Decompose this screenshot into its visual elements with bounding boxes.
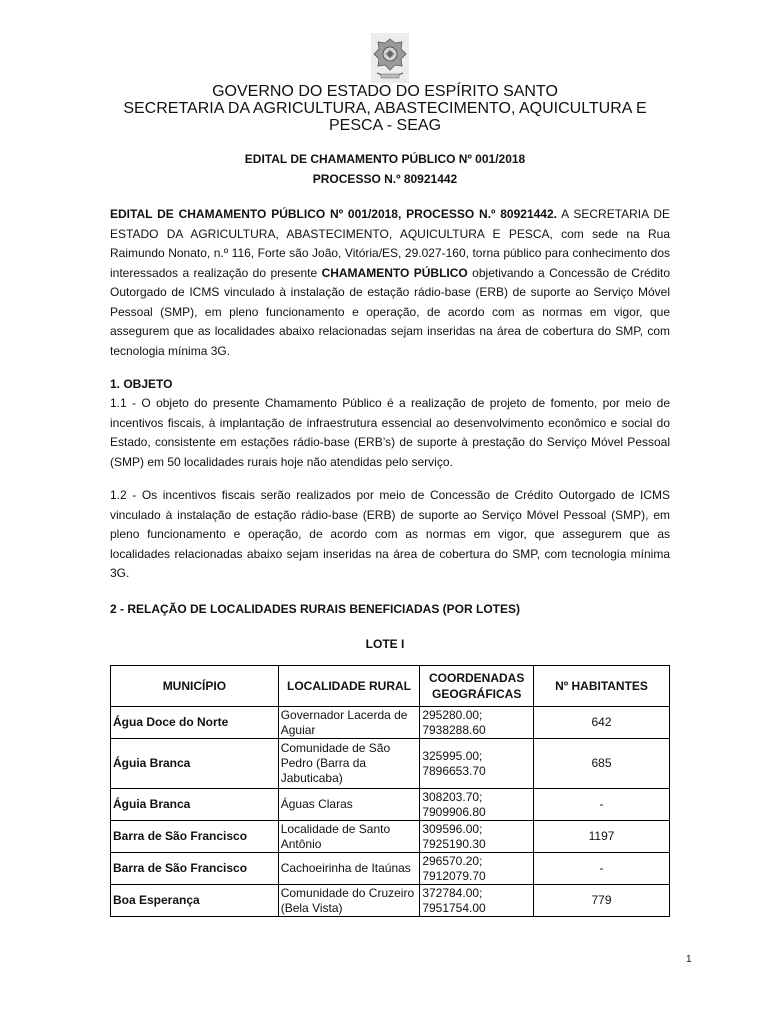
section-2-heading: 2 - RELAÇÃO DE LOCALIDADES RURAIS BENEFICIADAS (POR LOTES)	[110, 602, 521, 616]
coord-north: 7912079.70	[422, 868, 486, 883]
cell-localidade: Águas Claras	[278, 789, 420, 821]
table-row	[111, 853, 670, 885]
cell-habitantes: -	[534, 853, 670, 885]
intro-text-1: A SECRETARIA DE ESTADO DA AGRICULTURA, ABASTECIMENTO, AQUICULTURA E PESCA, com sede na Rua Raimundo Nonato, n.º 116, Forte são João, Vitória/ES, 29.027-160, torna público para conhecimento dos interessados a realização do presente	[110, 207, 670, 280]
coord-east: 308203.70;	[422, 789, 483, 804]
government-line-3: PESCA - SEAG	[328, 117, 442, 134]
table-row	[111, 885, 670, 917]
coord-east: 372784.00;	[422, 885, 483, 900]
cell-municipio: Águia Branca	[111, 739, 279, 789]
cell-habitantes: -	[534, 789, 670, 821]
cell-localidade: Governador Lacerda de Aguiar	[278, 707, 420, 739]
lote-heading: LOTE I	[365, 637, 405, 651]
table-row	[111, 821, 670, 853]
coord-east: 309596.00;	[422, 821, 483, 836]
cell-coordenadas	[420, 885, 534, 917]
section-1-heading: 1. OBJETO	[110, 377, 173, 391]
cell-coordenadas	[420, 821, 534, 853]
intro-bold-lead: EDITAL DE CHAMAMENTO PÚBLICO Nº 001/2018, PROCESSO N.º 80921442.	[110, 207, 557, 221]
intro-bold-chamamento: CHAMAMENTO PÚBLICO	[321, 265, 468, 280]
coord-north: 7925190.30	[422, 836, 486, 851]
cell-municipio: Barra de São Francisco	[111, 821, 279, 853]
government-line-2: SECRETARIA DA AGRICULTURA, ABASTECIMENTO, AQUICULTURA E	[123, 100, 647, 117]
cell-habitantes: 642	[534, 707, 670, 739]
cell-localidade: Localidade de Santo Antônio	[278, 821, 420, 853]
cell-coordenadas	[420, 789, 534, 821]
cell-localidade: Cachoeirinha de Itaúnas	[278, 853, 420, 885]
table-row	[111, 739, 670, 789]
page-number: 1	[686, 954, 692, 965]
coord-north: 7896653.70	[422, 763, 486, 778]
coord-north: 7938288.60	[422, 722, 486, 737]
cell-municipio: Águia Branca	[111, 789, 279, 821]
intro-text-2: objetivando a Concessão de Crédito Outorgado de ICMS vinculado à instalação de estação rádio-base (ERB) de suporte ao Serviço Móvel Pessoal (SMP), em pleno funcionamento e operação, de acordo com as normas em vigor, que assegurem que as localidades abaixo relacionadas sejam inseridas na área de cobertura do SMP, com tecnologia mínima 3G.	[110, 265, 670, 358]
process-number: PROCESSO N.º 80921442	[312, 172, 458, 186]
cell-municipio: Água Doce do Norte	[111, 707, 279, 739]
cell-municipio: Boa Esperança	[111, 885, 279, 917]
coord-east: 325995.00;	[422, 748, 483, 763]
document-title: EDITAL DE CHAMAMENTO PÚBLICO Nº 001/2018	[244, 152, 526, 166]
localities-table	[110, 665, 670, 917]
government-line-1: GOVERNO DO ESTADO DO ESPÍRITO SANTO	[212, 83, 558, 100]
cell-localidade: Comunidade do Cruzeiro (Bela Vista)	[278, 885, 420, 917]
coat-of-arms-icon	[371, 33, 409, 83]
table-header-row	[111, 666, 670, 707]
cell-habitantes: 1197	[534, 821, 670, 853]
section-1-1-paragraph: 1.1 - O objeto do presente Chamamento Público é a realização de projeto de fomento, por meio de incentivos fiscais, à implantação de infraestrutura essencial ao desenvolvimento econômico e social do Estado, consistente em estações rádio-base (ERB’s) de suporte à prestação do Serviço Móvel Pessoal (SMP) em 50 localidades rurais hoje não atendidas pelo serviço.	[110, 396, 670, 469]
coord-east: 296570.20;	[422, 853, 483, 868]
cell-coordenadas	[420, 739, 534, 789]
cell-localidade: Comunidade de São Pedro (Barra da Jabuticaba)	[278, 739, 420, 789]
header-habitantes: Nº HABITANTES	[534, 666, 670, 707]
table-row	[111, 707, 670, 739]
intro-paragraph	[110, 205, 670, 361]
header-municipio: MUNICÍPIO	[111, 666, 279, 707]
header-coordenadas: COORDENADAS GEOGRÁFICAS	[420, 666, 534, 707]
cell-municipio: Barra de São Francisco	[111, 853, 279, 885]
header-localidade: LOCALIDADE RURAL	[278, 666, 420, 707]
coord-east: 295280.00;	[422, 707, 483, 722]
coord-north: 7951754.00	[422, 900, 486, 915]
table-row	[111, 789, 670, 821]
cell-coordenadas	[420, 707, 534, 739]
cell-habitantes: 685	[534, 739, 670, 789]
cell-habitantes: 779	[534, 885, 670, 917]
coord-north: 7909906.80	[422, 804, 486, 819]
section-1-2-paragraph: 1.2 - Os incentivos fiscais serão realizados por meio de Concessão de Crédito Outorgado de ICMS vinculado à instalação de estação rádio-base (ERB) de suporte ao Serviço Móvel Pessoal (SMP), em pleno funcionamento e operação, de acordo com as normas em vigor, que assegurem que as localidades relacionadas abaixo sejam inseridas na área de cobertura do SMP, com tecnologia mínima 3G.	[110, 488, 670, 580]
cell-coordenadas	[420, 853, 534, 885]
